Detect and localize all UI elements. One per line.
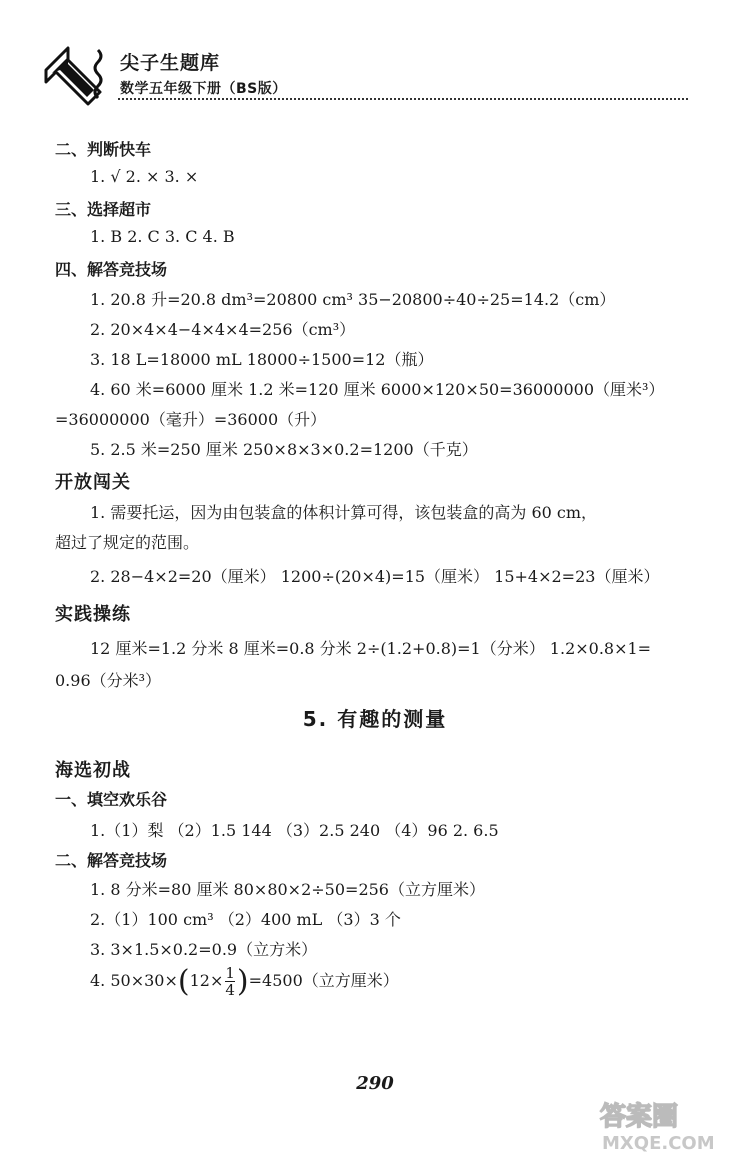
answer-line: 超过了规定的范围。 bbox=[55, 533, 200, 552]
answer-line: 2. 28−4×2=20（厘米） 1200÷(20×4)=15（厘米） 15+4×2=23（厘米） bbox=[90, 567, 660, 586]
fraction bbox=[225, 965, 235, 998]
watermark-logo bbox=[592, 1095, 742, 1155]
watermark-url: MXQE.COM bbox=[602, 1133, 715, 1154]
section-heading: 三、选择超市 bbox=[55, 200, 152, 219]
answer-line: 0.96（分米³） bbox=[55, 671, 162, 690]
arrow-logo-icon bbox=[38, 40, 108, 120]
formula-inner: 12× bbox=[189, 971, 224, 990]
answer-line: 1.（1）梨 （2）1.5 144 （3）2.5 240 （4）96 2. 6.5 bbox=[90, 821, 499, 840]
page-number: 290 bbox=[356, 1073, 394, 1094]
answer-line: 1. 20.8 升=20.8 dm³=20800 cm³ 35−20800÷40÷25=14.2（cm） bbox=[90, 290, 616, 309]
paren-inner bbox=[190, 965, 237, 998]
answer-line: 2.（1）100 cm³ （2）400 mL （3）3 个 bbox=[90, 910, 401, 929]
answer-line: 3. 18 L=18000 mL 18000÷1500=12（瓶） bbox=[90, 350, 434, 369]
answer-line: 1. 8 分米=80 厘米 80×80×2÷50=256（立方厘米） bbox=[90, 880, 485, 899]
book-subtitle: 数学五年级下册（BS版） bbox=[120, 81, 287, 97]
header-divider bbox=[118, 98, 688, 100]
chapter-title: 5. 有趣的测量 bbox=[302, 707, 448, 731]
fraction-numerator: 1 bbox=[225, 964, 235, 982]
answer-line: 2. 20×4×4−4×4×4=256（cm³） bbox=[90, 320, 356, 339]
watermark-text: 答案圈 bbox=[600, 1102, 679, 1132]
answer-line: 1. 需要托运，因为由包装盒的体积计算可得，该包装盒的高为 60 cm， bbox=[90, 503, 598, 522]
answer-line: 4. 60 米=6000 厘米 1.2 米=120 厘米 6000×120×50=36000000（厘米³） bbox=[90, 380, 665, 399]
formula-prefix: 4. 50×30× bbox=[90, 971, 178, 990]
answer-line: 1. B 2. C 3. C 4. B bbox=[90, 227, 235, 246]
book-title: 尖子生题库 bbox=[120, 52, 221, 74]
answer-line: 12 厘米=1.2 分米 8 厘米=0.8 分米 2÷(1.2+0.8)=1（分米） 1.2×0.8×1= bbox=[90, 639, 652, 658]
answer-line: =36000000（毫升）=36000（升） bbox=[55, 410, 327, 429]
section-heading: 二、判断快车 bbox=[55, 140, 152, 159]
answer-line: 3. 3×1.5×0.2=0.9（立方米） bbox=[90, 940, 318, 959]
category-heading: 开放闯关 bbox=[55, 472, 131, 493]
answer-line: 1. √ 2. × 3. × bbox=[90, 167, 199, 186]
right-paren: ) bbox=[236, 963, 249, 999]
page-header bbox=[38, 40, 688, 120]
section-heading: 四、解答竞技场 bbox=[55, 260, 168, 279]
category-heading: 海选初战 bbox=[55, 760, 131, 781]
section-heading: 二、解答竞技场 bbox=[55, 851, 168, 870]
fraction-denominator: 4 bbox=[225, 981, 235, 999]
answer-line: 5. 2.5 米=250 厘米 250×8×3×0.2=1200（千克） bbox=[90, 440, 478, 459]
left-paren: ( bbox=[177, 963, 190, 999]
formula-suffix: =4500（立方厘米） bbox=[248, 971, 399, 990]
section-heading: 一、填空欢乐谷 bbox=[55, 790, 168, 809]
answer-line-fraction bbox=[90, 965, 399, 998]
category-heading: 实践操练 bbox=[55, 604, 131, 625]
